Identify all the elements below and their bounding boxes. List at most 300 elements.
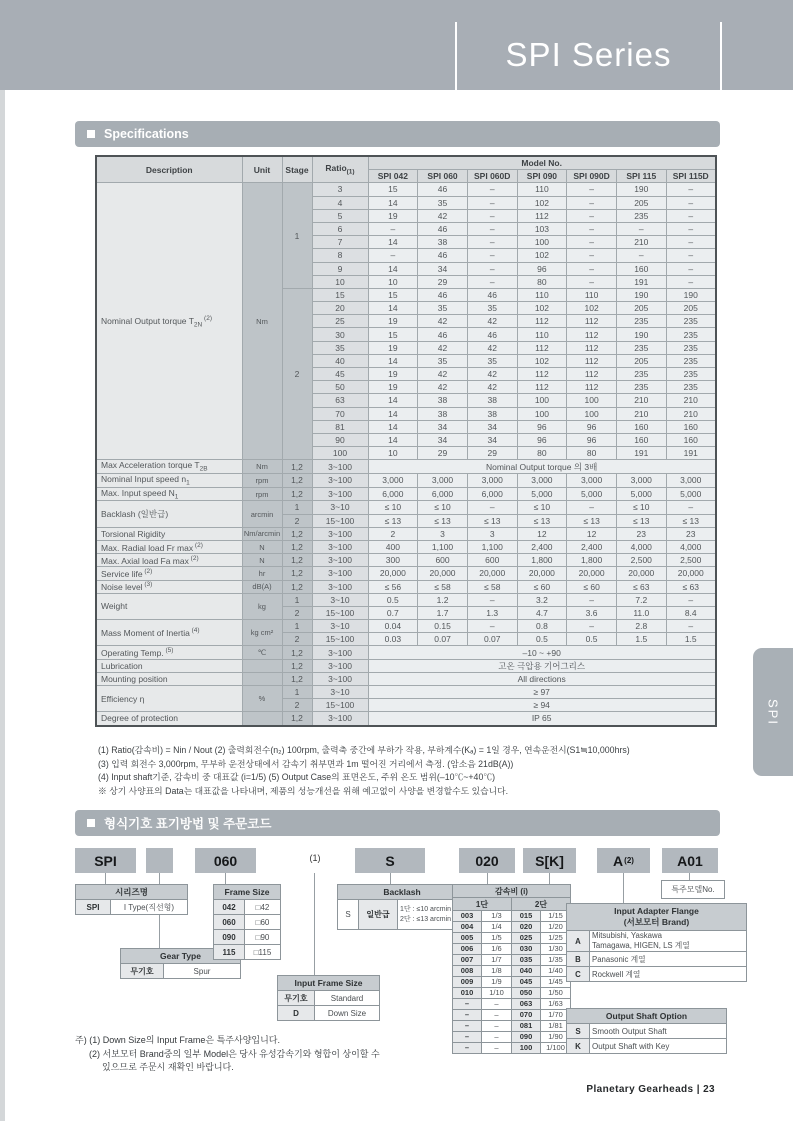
spec-ratio: 15~100 (312, 633, 368, 646)
spec-value: – (666, 222, 716, 235)
spec-stage: 1 (282, 686, 312, 699)
spec-ratio: 30 (312, 328, 368, 341)
ratio-value-2stage: 1/81 (541, 1021, 571, 1032)
ratio-value-2stage: 1/30 (541, 944, 571, 955)
spec-value: 210 (616, 236, 666, 249)
connector-line (689, 873, 690, 880)
spec-value: 15 (368, 288, 418, 301)
spec-value: 3,000 (467, 474, 517, 488)
spec-value: 160 (666, 420, 716, 433)
spec-value: – (616, 249, 666, 262)
col-header-model: SPI 060D (467, 170, 517, 183)
code-box-gear-type (146, 848, 173, 873)
spec-value: 4.7 (517, 606, 567, 619)
ratio-value-1stage: – (482, 1010, 512, 1021)
spec-value: 112 (567, 354, 617, 367)
spec-value: ≤ 13 (616, 514, 666, 527)
side-tab-label: SPI (765, 698, 781, 726)
spec-value: 235 (666, 368, 716, 381)
ratio-value-1stage: 1/6 (482, 944, 512, 955)
spec-value: 100 (517, 236, 567, 249)
ratio-value-1stage: 1/8 (482, 966, 512, 977)
ratio-value-2stage: 1/70 (541, 1010, 571, 1021)
spec-unit: N (242, 554, 282, 567)
spec-ratio: 15~100 (312, 514, 368, 527)
backlash-code: S (338, 900, 359, 930)
spec-value: 46 (418, 288, 468, 301)
ratio-value-1stage: 1/10 (482, 988, 512, 999)
spec-value: 235 (616, 209, 666, 222)
spec-row-label: Nominal Output torque $T_{2N}$ $^{(2)}$ (96, 183, 242, 460)
adapter-brand-code: A (567, 931, 590, 952)
spec-value: 112 (567, 328, 617, 341)
spec-value: 3,000 (567, 474, 617, 488)
series-table-header: 시리즈명 (76, 885, 188, 900)
spec-ratio: 81 (312, 420, 368, 433)
spec-value: ≤ 13 (368, 514, 418, 527)
spec-value: 3.2 (517, 593, 567, 606)
spec-value: 100 (567, 407, 617, 420)
spec-value: – (567, 222, 617, 235)
spec-value: ≤ 10 (418, 501, 468, 514)
adapter-brand-desc: Panasonic 계열 (590, 952, 747, 967)
adapter-code: A (613, 852, 624, 869)
spec-value: – (368, 222, 418, 235)
spec-value: ≤ 60 (567, 580, 617, 593)
spec-value: 20,000 (666, 567, 716, 580)
spec-value: 3,000 (418, 474, 468, 488)
spec-value: 112 (567, 368, 617, 381)
series-name-table (75, 884, 188, 915)
spec-value: – (666, 501, 716, 514)
spec-ratio: 10 (312, 275, 368, 288)
spec-value: 235 (616, 341, 666, 354)
spec-ratio: 6 (312, 222, 368, 235)
ordering-title: 형식기호 표기방법 및 주문코드 (104, 817, 272, 831)
spec-ratio: 3~10 (312, 501, 368, 514)
spec-ratio: 25 (312, 315, 368, 328)
spec-value: 1.7 (418, 606, 468, 619)
ratio-code-2stage: 100 (512, 1043, 541, 1054)
frame-size-header: Frame Size (214, 885, 281, 900)
spec-value: 14 (368, 394, 418, 407)
spec-value: 11.0 (616, 606, 666, 619)
spec-value: 23 (666, 527, 716, 540)
spec-value: 112 (567, 315, 617, 328)
spec-value: 29 (418, 447, 468, 460)
shaft-option-desc: Output Shaft with Key (590, 1039, 727, 1054)
spec-value: 2,400 (567, 540, 617, 553)
spec-unit (242, 659, 282, 672)
spec-value: – (467, 209, 517, 222)
spec-ratio: 8 (312, 249, 368, 262)
spec-value: 14 (368, 196, 418, 209)
spec-value: 102 (517, 196, 567, 209)
backlash-grade: 일반급 (359, 900, 398, 930)
ratio-code-1stage: 003 (453, 911, 482, 922)
ratio-code-2stage: 050 (512, 988, 541, 999)
spec-value: 160 (616, 420, 666, 433)
spec-value: 3,000 (666, 474, 716, 488)
spec-stage: 2 (282, 606, 312, 619)
page-title: SPI Series (505, 36, 672, 73)
spec-value: – (567, 620, 617, 633)
ratio-code-2stage: 063 (512, 999, 541, 1010)
ratio-code-1stage: 008 (453, 966, 482, 977)
spec-value: 3,000 (368, 474, 418, 488)
spec-value: 112 (517, 381, 567, 394)
ratio-value-2stage: 1/50 (541, 988, 571, 999)
spec-value: 20,000 (418, 567, 468, 580)
specifications-section-header (75, 121, 720, 147)
spec-value: – (467, 196, 517, 209)
spec-row-label: Operating Temp. $^{(5)}$ (96, 646, 242, 659)
spec-value: 14 (368, 354, 418, 367)
ratio-table-header: 감속비 (i) (453, 885, 571, 898)
spec-value: ≤ 60 (517, 580, 567, 593)
square-bullet-icon (87, 130, 95, 138)
spec-value: 112 (567, 341, 617, 354)
gear-type-header: Gear Type (121, 949, 241, 964)
spec-value: 38 (418, 407, 468, 420)
spec-value: 210 (616, 394, 666, 407)
spec-value: – (567, 209, 617, 222)
spec-value: – (567, 196, 617, 209)
spec-stage: 2 (282, 288, 312, 459)
input-adapter-flange-table (566, 903, 747, 982)
spec-ratio: 63 (312, 394, 368, 407)
spec-value: – (666, 236, 716, 249)
frame-size-code: 090 (214, 930, 245, 945)
spec-value: 14 (368, 433, 418, 446)
spec-ratio: 3~10 (312, 593, 368, 606)
frame-size-value: □115 (245, 945, 281, 960)
ratio-value-2stage: 1/90 (541, 1032, 571, 1043)
spec-ratio: 7 (312, 236, 368, 249)
spec-value: 235 (616, 315, 666, 328)
spec-ratio: 3~100 (312, 540, 368, 553)
spec-value: 96 (517, 433, 567, 446)
spec-stage: 1,2 (282, 672, 312, 685)
adapter-brand-desc: Mitsubishi, Yaskawa Tamagawa, HIGEN, LS 계열 (590, 931, 747, 952)
frame-size-value: □90 (245, 930, 281, 945)
spec-value: – (467, 262, 517, 275)
specifications-title: Specifications (104, 127, 189, 141)
spec-value: 191 (616, 447, 666, 460)
backlash-header: Backlash (338, 885, 467, 900)
spec-ratio: 3~100 (312, 712, 368, 726)
spec-value: 2,400 (517, 540, 567, 553)
spec-value: – (467, 275, 517, 288)
spec-value: 35 (418, 196, 468, 209)
backlash-legend-table (337, 884, 467, 930)
adapter-brand-code: B (567, 952, 590, 967)
spec-value: – (616, 222, 666, 235)
spec-value: 5,000 (666, 487, 716, 501)
specifications-table (95, 155, 717, 727)
backlash-desc-line: 2단 : ≤13 arcmin (400, 915, 452, 923)
spec-value: 100 (517, 407, 567, 420)
page-header-band (0, 0, 793, 90)
spec-value: 2 (368, 527, 418, 540)
spec-stage: 2 (282, 633, 312, 646)
spec-value: 1.2 (418, 593, 468, 606)
spec-stage: 1,2 (282, 540, 312, 553)
spec-value: 102 (567, 302, 617, 315)
spec-value: – (467, 593, 517, 606)
input-frame-size-table (277, 975, 380, 1021)
frame-size-value: □42 (245, 900, 281, 915)
adapter-brand-desc: Rockwell 계열 (590, 967, 747, 982)
spec-value: 190 (616, 183, 666, 196)
spec-value: 205 (616, 196, 666, 209)
spec-ratio: 9 (312, 262, 368, 275)
frame-size-value: □60 (245, 915, 281, 930)
connector-line (105, 873, 106, 884)
code-box-series: SPI (75, 848, 136, 873)
spec-value: – (666, 620, 716, 633)
ratio-col1-header: 1단 (453, 898, 512, 911)
spec-value: 34 (418, 262, 468, 275)
spec-value: 8.4 (666, 606, 716, 619)
spec-value: 102 (517, 249, 567, 262)
spec-stage: 1,2 (282, 527, 312, 540)
spec-value: – (666, 275, 716, 288)
spec-value: 42 (418, 209, 468, 222)
spec-value: 20,000 (467, 567, 517, 580)
spec-stage: 1 (282, 593, 312, 606)
connector-line (390, 873, 391, 884)
spec-value: 6,000 (467, 487, 517, 501)
spec-value: ≤ 13 (517, 514, 567, 527)
spec-value: 600 (418, 554, 468, 567)
spec-value: 0.15 (418, 620, 468, 633)
spec-value: 1,800 (567, 554, 617, 567)
spec-value: 190 (666, 288, 716, 301)
spec-value: 96 (517, 262, 567, 275)
spec-row-label: Nominal Input speed $n_1$ (96, 474, 242, 488)
spec-row-label: Noise level $^{(3)}$ (96, 580, 242, 593)
frame-size-table (213, 884, 281, 960)
spec-stage: 1,2 (282, 554, 312, 567)
spec-value: 0.04 (368, 620, 418, 633)
header-divider-right (720, 22, 722, 90)
spec-value: 35 (467, 354, 517, 367)
spec-value: 38 (418, 236, 468, 249)
spec-value: 100 (567, 394, 617, 407)
spec-value: – (467, 183, 517, 196)
spec-unit: kg (242, 593, 282, 619)
ratio-code-1stage: – (453, 1010, 482, 1021)
spec-value: ≤ 13 (567, 514, 617, 527)
spec-row-label: Backlash (일반급) (96, 501, 242, 527)
spec-value: – (567, 501, 617, 514)
spec-value: 46 (467, 288, 517, 301)
col-header-stage: Stage (282, 156, 312, 183)
spec-value: – (567, 183, 617, 196)
spec-value: 0.5 (368, 593, 418, 606)
spec-value: 3 (467, 527, 517, 540)
spec-value: – (368, 249, 418, 262)
spec-ratio: 3~100 (312, 460, 368, 474)
spec-value: 1.3 (467, 606, 517, 619)
spec-value: 15 (368, 183, 418, 196)
footnote-line: ※ 상기 사양표의 Data는 대표값을 나타내며, 제품의 성능개선을 위해 예고없이 사양을 변경할수도 있습니다. (98, 785, 509, 796)
ratio-value-1stage: – (482, 1032, 512, 1043)
ratio-code-2stage: 025 (512, 933, 541, 944)
spec-ratio: 3~100 (312, 487, 368, 501)
spec-span-value: –10 ~ +90 (368, 646, 716, 659)
input-frame-value: Down Size (315, 1006, 380, 1021)
ratio-value-1stage: – (482, 999, 512, 1010)
spec-unit: rpm (242, 487, 282, 501)
spec-value: – (467, 222, 517, 235)
spec-value: 19 (368, 209, 418, 222)
spec-value: 3,000 (517, 474, 567, 488)
spec-value: 46 (418, 249, 468, 262)
ratio-value-1stage: 1/5 (482, 933, 512, 944)
spec-value: 3,000 (616, 474, 666, 488)
code-box-shaft: S[K] (523, 848, 576, 873)
special-model-label: 특주모델No. (661, 880, 725, 899)
spec-value: 0.07 (467, 633, 517, 646)
spec-ratio: 35 (312, 341, 368, 354)
spec-value: – (666, 183, 716, 196)
spec-stage: 1,2 (282, 646, 312, 659)
ratio-code-2stage: 020 (512, 922, 541, 933)
spec-unit: rpm (242, 474, 282, 488)
spec-stage: 1 (282, 501, 312, 514)
spec-value: 10 (368, 447, 418, 460)
spec-value: 205 (616, 354, 666, 367)
spec-value: 34 (418, 433, 468, 446)
ratio-value-2stage: 1/25 (541, 933, 571, 944)
ratio-value-2stage: 1/100 (541, 1043, 571, 1054)
shaft-option-code: K (567, 1039, 590, 1054)
spec-value: 96 (567, 433, 617, 446)
spec-value: 42 (418, 381, 468, 394)
spec-value: 160 (616, 433, 666, 446)
spec-value: 2,500 (616, 554, 666, 567)
shaft-option-code: S (567, 1024, 590, 1039)
spec-value: 3.6 (567, 606, 617, 619)
spec-value: – (666, 262, 716, 275)
spec-ratio: 50 (312, 381, 368, 394)
spec-unit: Nm (242, 183, 282, 460)
col-header-description: Description (96, 156, 242, 183)
spec-value: 14 (368, 302, 418, 315)
spec-value: 235 (666, 315, 716, 328)
spec-value: – (567, 249, 617, 262)
spec-value: ≤ 56 (368, 580, 418, 593)
spec-ratio: 3~100 (312, 646, 368, 659)
ratio-value-2stage: 1/45 (541, 977, 571, 988)
spec-ratio: 3 (312, 183, 368, 196)
output-shaft-option-table (566, 1008, 727, 1054)
spec-row-label: Torsional Rigidity (96, 527, 242, 540)
footnote-line: (4) Input shaft기준, 감속비 중 대표값 (i=1/5) (5) Output Case의 표면온도, 주위 온도 범위(–10℃~+40℃) (98, 772, 496, 783)
spec-value: 42 (467, 368, 517, 381)
spec-value: ≤ 13 (467, 514, 517, 527)
spec-value: 19 (368, 315, 418, 328)
spec-span-value: Nominal Output torque 의 3배 (368, 460, 716, 474)
input-frame-value: Standard (315, 991, 380, 1006)
spec-ratio: 3~100 (312, 672, 368, 685)
spec-row-label: Mass Moment of Inertia $^{(4)}$ (96, 620, 242, 646)
spec-value: 0.5 (567, 633, 617, 646)
spec-value: 103 (517, 222, 567, 235)
spec-value: 190 (616, 288, 666, 301)
ratio-code-1stage: 004 (453, 922, 482, 933)
spec-value: 42 (418, 341, 468, 354)
spec-value: 5,000 (517, 487, 567, 501)
connector-line (314, 873, 315, 975)
ratio-value-2stage: 1/15 (541, 911, 571, 922)
spec-value: 1,100 (418, 540, 468, 553)
spec-value: 80 (517, 275, 567, 288)
spec-ratio: 15 (312, 288, 368, 301)
spec-value: 100 (517, 394, 567, 407)
adapter-code-note: (2) (624, 856, 634, 865)
spec-row-label: Max. Axial load Fa max $^{(2)}$ (96, 554, 242, 567)
spec-span-value: All directions (368, 672, 716, 685)
spec-value: 42 (467, 381, 517, 394)
spec-footnotes (98, 744, 738, 799)
footnote-line: (1) Ratio(감속비) = Nin / Nout (2) 출력회전수(n₂) 100rpm, 출력축 중간에 부하가 작용, 부하계수(Kₐ) = 1일 경우, 연속운전시(S1≒10,000hrs) (98, 745, 630, 755)
ratio-code-1stage: – (453, 1043, 482, 1054)
spec-value: – (666, 209, 716, 222)
note-line: (2) 서보모터 Brand중의 일부 Model은 당사 유성감속기와 형합이 상이할 수 (89, 1048, 380, 1059)
spec-ratio: 4 (312, 196, 368, 209)
spec-value: 6,000 (368, 487, 418, 501)
spec-ratio: 15~100 (312, 699, 368, 712)
frame-size-code: 042 (214, 900, 245, 915)
spec-value: 35 (467, 302, 517, 315)
spec-ratio: 3~100 (312, 474, 368, 488)
code-box-special: A01 (662, 848, 718, 873)
spec-value: ≤ 58 (418, 580, 468, 593)
spec-row-label: Lubrication (96, 659, 242, 672)
spec-value: 205 (616, 302, 666, 315)
spec-value: 205 (666, 302, 716, 315)
ratio-code-2stage: 045 (512, 977, 541, 988)
spec-value: 19 (368, 381, 418, 394)
spec-row-label: Service life $^{(2)}$ (96, 567, 242, 580)
connector-line (487, 873, 488, 884)
ratio-col2-header: 2단 (512, 898, 571, 911)
spec-ratio: 15~100 (312, 606, 368, 619)
ratio-code-2stage: 035 (512, 955, 541, 966)
reduction-ratio-table (452, 884, 571, 1054)
ratio-value-1stage: 1/7 (482, 955, 512, 966)
spec-span-value: ≥ 97 (368, 686, 716, 699)
spec-ratio: 100 (312, 447, 368, 460)
frame-size-code: 115 (214, 945, 245, 960)
spec-value: 112 (567, 381, 617, 394)
spec-ratio: 3~10 (312, 620, 368, 633)
spec-stage: 1,2 (282, 474, 312, 488)
spec-value: 160 (666, 433, 716, 446)
spec-stage: 1,2 (282, 567, 312, 580)
ratio-code-2stage: 070 (512, 1010, 541, 1021)
spec-value: 191 (666, 447, 716, 460)
spec-value: 400 (368, 540, 418, 553)
spec-value: 46 (418, 183, 468, 196)
spec-unit: hr (242, 567, 282, 580)
spec-value: 42 (418, 315, 468, 328)
spec-stage: 1,2 (282, 580, 312, 593)
spec-value: 235 (666, 341, 716, 354)
